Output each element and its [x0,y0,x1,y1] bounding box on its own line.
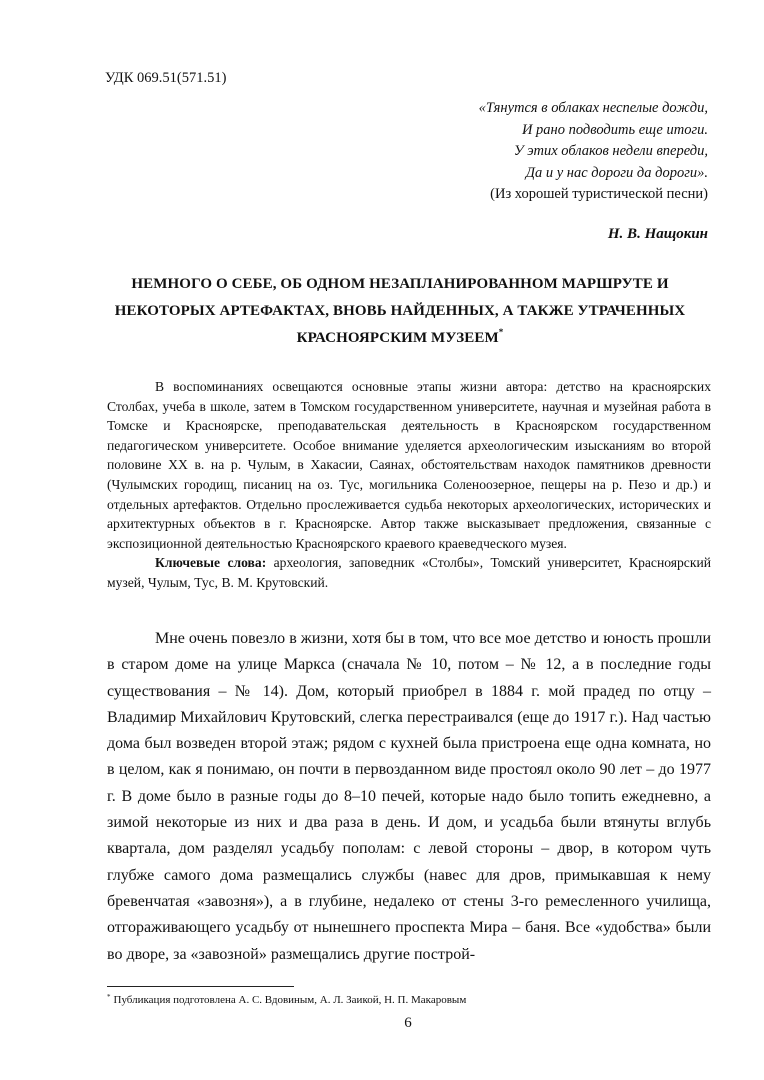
keywords-label: Ключевые слова: [155,555,267,571]
body-paragraph: Мне очень повезло в жизни, хотя бы в том, что все мое детство и юность прошли в старом доме на улице Маркса (сначала № 10, потом – № 12, а в последние годы существования – № 14). Дом, который приобрел в 1884 г. мой прадед по отцу – Владимир Михайлович Крутовский, слегка перестраивался (еще до 1917 г.). Над частью дома был возведен второй этаж; рядом с кухней была пристроена еще одна комната, но в целом, как я понимаю, он почти в первозданном виде простоял около 90 лет – до 1977 г. В доме было в разные годы до 8–10 печей, которые надо было топить ежедневно, а зимой некоторые из них и два раза в день. И дом, и усадьба были втянуты вглубь квартала, дом разделял усадьбу пополам: с левой стороны – двор, в котором чуть глубже самого дома размещались службы (навес для дров, примыкавшая к нему бревенчатая «завозня»), а в глубине, недалеко от стены 3-го ремесленного училища, отгораживающего усадьбу от нынешнего проспекта Мира – баня. Все «удобства» были во дворе, за «завозной» размещались другие построй- [107,630,711,963]
page-number: 6 [404,1015,412,1031]
epigraph-source: (Из хорошей туристической песни) [490,186,708,202]
keywords-list: археология, заповедник «Столбы», Томский университет, Красноярский музей, Чулым, Тус, В. М. Крутовский. [107,555,711,590]
footnote-text: Публикация подготовлена А. С. Вдовиным, А. Л. Заикой, Н. П. Макаровым [113,994,467,1006]
abstract-text: В воспоминаниях освещаются основные этапы жизни автора: детство на красноярских Столбах, учеба в школе, затем в Томском государственном университете, научная и музейная работа в Томске и Красноярске, преподавательская деятельность в Красноярском государственном педагогическом университете. Особое внимание уделяется археологическим изысканиям во второй половине XX в. на р. Чулым, в Хакасии, Саянах, обстоятельствам находок памятников древности (Чулымских городищ, писаниц на оз. Тус, могильника Соленоозерное, пещеры на р. Пезо и др.) и отдельных артефактов. Отдельно прослеживается судьба некоторых археологических, исторических и архитектурных объектов в г. Красноярске. Автор также высказывает предложения, связанные с экспозиционной деятельностью Красноярского краевого краеведческого музея. [107,379,711,551]
epigraph-line: «Тянутся в облаках неспелые дожди, [478,100,708,116]
epigraph-line: Да и у нас дороги да дороги». [525,164,708,181]
body-text [107,626,711,968]
title-line: НЕМНОГО О СЕБЕ, ОБ ОДНОМ НЕЗАПЛАНИРОВАННОМ МАРШРУТЕ И [131,276,669,292]
footnote-divider [107,986,294,987]
keywords-paragraph [107,553,711,592]
author-name: Н. В. Нащокин [607,226,708,242]
title-line [90,325,710,352]
footnote-mark: * [107,993,111,1001]
title-footnote-mark: * [498,327,504,337]
epigraph-line: У этих облаков недели впереди, [513,143,708,159]
epigraph-line: И рано подводить еще итоги. [521,121,708,138]
epigraph [288,98,708,206]
title-line: НЕКОТОРЫХ АРТЕФАКТАХ, ВНОВЬ НАЙДЕННЫХ, А ТАКЖЕ УТРАЧЕННЫХ [114,303,686,319]
article-title [90,271,710,352]
abstract [107,377,711,593]
title-line-text: КРАСНОЯРСКИМ МУЗЕЕМ [296,330,499,346]
footnote [107,994,466,1006]
udk-code: УДК 069.51(571.51) [105,70,227,86]
